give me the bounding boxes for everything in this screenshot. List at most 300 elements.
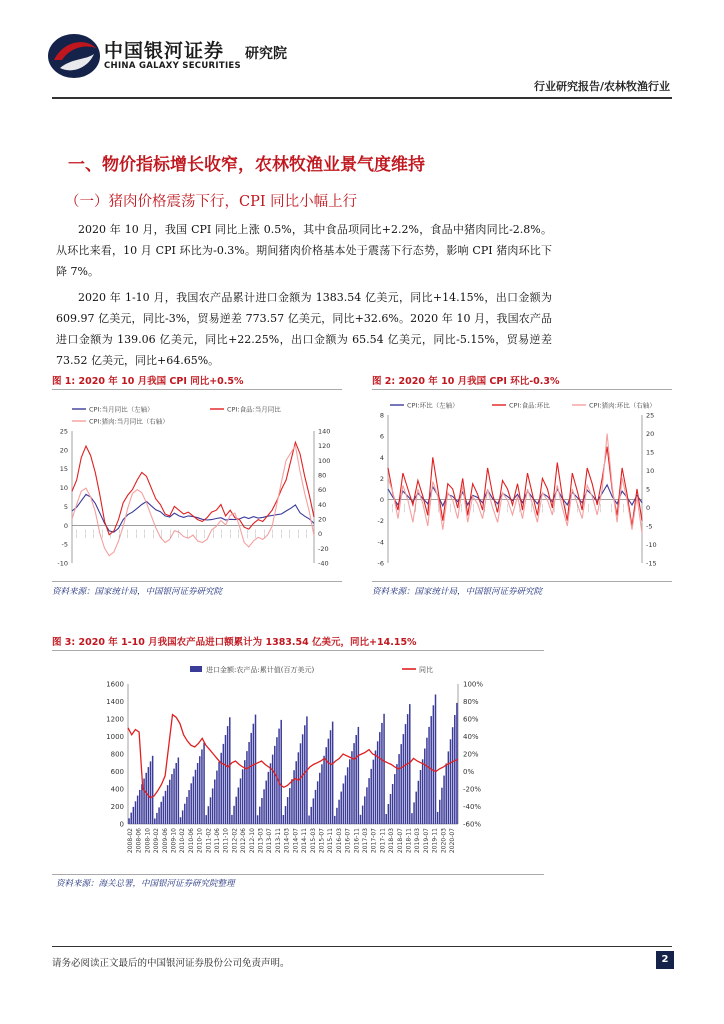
bar (373, 760, 375, 824)
bar (443, 776, 445, 824)
bar (265, 781, 267, 824)
figure-1-source: 资料来源：国家统计局，中国银河证券研究院 (52, 587, 223, 597)
bar (351, 751, 353, 824)
y-right-tick-label: -20 (318, 544, 329, 553)
x-tick-label: 2012-06 (240, 828, 248, 854)
y-left-tick-label: -5 (61, 540, 68, 549)
bar (223, 744, 225, 824)
bar (330, 730, 332, 824)
y-left-tick-label: 10 (59, 484, 68, 493)
x-tick-label: 2009-10 (170, 828, 178, 854)
bar (437, 812, 439, 824)
x-tick-mark: —— (598, 503, 604, 513)
y-left-tick-label: 1200 (106, 715, 124, 724)
bar (398, 754, 400, 824)
section-title: 一、物价指标增长收窄，农林牧渔业景气度维持 (68, 155, 425, 175)
x-tick-label: 2011-10 (222, 828, 230, 854)
legend-entry: 同比 (419, 666, 433, 674)
bar (156, 813, 158, 824)
x-tick-label: 2009-02 (153, 828, 161, 854)
figure-2-title: 图 2: 2020 年 10 月我国 CPI 环比-0.3% (372, 376, 560, 387)
bar (180, 817, 182, 824)
bar (128, 818, 130, 824)
y-left-tick-label: -6 (377, 559, 384, 568)
bar (133, 807, 135, 824)
bar (143, 779, 145, 825)
legend-entry: CPI:猪肉:当月同比（右轴） (89, 417, 169, 426)
y-right-tick-label: -20% (463, 785, 482, 794)
x-tick-label: 2011-06 (214, 828, 221, 854)
x-tick-mark: —— (92, 529, 97, 539)
y-right-tick-label: 40 (318, 500, 327, 509)
y-left-tick-label: 2 (379, 474, 384, 483)
bar (441, 788, 443, 824)
x-tick-mark: —— (126, 529, 132, 539)
bar (175, 763, 177, 824)
bar (278, 729, 280, 824)
bar (199, 756, 201, 824)
x-tick-mark: —— (460, 503, 466, 513)
bar (325, 747, 327, 824)
bar (165, 791, 167, 824)
y-right-tick-label: -40 (318, 559, 329, 568)
x-tick-mark: —— (288, 529, 293, 539)
bar (336, 808, 338, 824)
bar (242, 769, 244, 824)
bar (210, 797, 212, 824)
y-right-tick-label: 5 (646, 485, 651, 494)
x-tick-mark: —— (540, 503, 546, 513)
bar (403, 734, 405, 824)
bar (343, 784, 345, 825)
y-left-tick-label: 1000 (106, 733, 124, 741)
bar (214, 780, 216, 825)
x-tick-label: 2018-07 (396, 828, 404, 854)
y-right-tick-label: 120 (318, 442, 331, 451)
y-left-tick-label: 20 (59, 446, 68, 455)
y-right-tick-label: 40% (463, 733, 479, 741)
x-tick-mark: —— (253, 529, 259, 539)
x-tick-mark: —— (194, 529, 200, 539)
x-tick-label: 2016-11 (353, 828, 361, 854)
x-tick-label: 2014-07 (292, 828, 300, 854)
x-tick-mark: —— (211, 529, 217, 539)
bar (364, 796, 366, 824)
subsection-title: （一）猪肉价格震荡下行，CPI 同比小幅上行 (65, 194, 358, 210)
y-left-tick-label: 15 (59, 465, 68, 474)
x-tick-mark: —— (270, 529, 276, 539)
bar (323, 756, 325, 824)
bar (405, 724, 407, 824)
figure-2-source: 资料来源：国家统计局，中国银河证券研究院 (372, 587, 543, 597)
bar (448, 751, 450, 824)
bar (310, 807, 312, 824)
bar (169, 780, 171, 824)
y-right-tick-label: -40% (463, 803, 482, 811)
bar (268, 772, 270, 824)
bar (452, 727, 454, 824)
y-left-tick-label: -2 (377, 517, 384, 526)
bar (235, 797, 237, 824)
y-right-tick-label: -10 (646, 541, 657, 549)
y-left-tick-label: 6 (379, 432, 384, 441)
bar (216, 771, 218, 824)
figure-3-source: 资料来源：海关总署，中国银河证券研究院整理 (56, 879, 235, 889)
x-tick-mark: —— (529, 503, 535, 513)
x-tick-mark: —— (402, 503, 408, 513)
bar (250, 733, 252, 824)
bar (375, 751, 377, 825)
bar (424, 749, 426, 825)
bar (347, 767, 349, 824)
bar (135, 801, 137, 824)
bar (413, 802, 415, 824)
bar (255, 715, 257, 824)
bar (141, 784, 143, 824)
bar (379, 732, 381, 824)
bar (454, 715, 456, 824)
bar (197, 763, 199, 824)
y-left-tick-label: 200 (110, 803, 124, 811)
bar (227, 726, 229, 824)
bar (308, 816, 310, 825)
bar (388, 804, 390, 824)
paragraph-cpi (56, 219, 552, 282)
bar (366, 787, 368, 824)
bar (270, 763, 272, 824)
bar (145, 773, 147, 824)
x-tick-label: 2013-03 (257, 828, 265, 854)
bar (383, 714, 385, 824)
bar (394, 774, 396, 824)
y-left-tick-label: 1600 (106, 680, 124, 689)
x-tick-label: 2020-07 (449, 828, 456, 854)
bar (167, 785, 169, 824)
x-tick-mark: —— (151, 529, 157, 539)
bar (193, 777, 195, 825)
cpi-mom-chart (372, 395, 672, 580)
bar (195, 770, 197, 824)
bar (150, 761, 152, 824)
bar (368, 778, 370, 824)
x-tick-label: 2017-07 (370, 828, 378, 854)
y-left-tick-label: 400 (110, 785, 124, 794)
bar (298, 752, 300, 824)
y-right-tick-label: -5 (646, 522, 653, 531)
bar (283, 815, 285, 824)
x-tick-mark: —— (448, 503, 454, 513)
legend-entry: CPI:食品:当月同比 (227, 405, 281, 414)
x-tick-mark: —— (219, 529, 225, 539)
y-left-tick-label: 8 (379, 411, 384, 420)
x-tick-mark: —— (75, 529, 80, 539)
bar (456, 703, 458, 824)
x-tick-label: 2017-03 (362, 828, 369, 854)
bar (246, 751, 248, 824)
bar (218, 762, 220, 824)
bar (295, 761, 297, 824)
bar (353, 743, 355, 824)
y-left-tick-label: 0 (63, 521, 68, 530)
bar (340, 792, 342, 824)
x-tick-label: 2010-06 (187, 828, 195, 854)
bar (272, 755, 274, 824)
bar (205, 815, 207, 824)
bar (433, 705, 435, 824)
bar (158, 807, 160, 824)
bar (411, 813, 413, 824)
x-tick-label: 2010-02 (179, 828, 187, 854)
paragraph-text: 2020 年 1-10 月，我国农产品累计进口金额为 1383.54 亿美元，同比+14.15%，出口金额为 609.97 亿美元，同比-3%，贸易逆差 773.57 亿美元，同比+32.6%。2020 年 10 月，我国农产品进口金额为 139.06 亿美元，同比+22.25%，出口金额为 65.54 亿美元，同比-5.15%，贸易逆差 73.52 亿美元，同比+64.65%。 (56, 291, 552, 367)
x-tick-mark: —— (610, 503, 615, 513)
bar (291, 779, 293, 824)
bar (139, 790, 141, 824)
bar (240, 778, 242, 824)
bar (370, 769, 372, 824)
x-tick-label: 2008-10 (144, 828, 152, 854)
figure-1-title: 图 1: 2020 年 10 月我国 CPI 同比+0.5% (52, 376, 244, 387)
y-left-tick-label: 0 (119, 820, 124, 829)
bar (313, 798, 315, 824)
x-tick-label: 2008-02 (127, 828, 134, 854)
x-tick-label: 2019-11 (431, 828, 439, 854)
y-left-tick-label: -4 (377, 538, 384, 547)
x-tick-mark: —— (494, 503, 500, 513)
x-tick-label: 2014-11 (301, 828, 309, 854)
x-tick-label: 2014-03 (283, 828, 291, 854)
cpi-yoy-chart (52, 395, 342, 580)
bar (160, 802, 162, 824)
bar (407, 714, 409, 824)
x-tick-label: 2015-11 (327, 828, 335, 854)
bar (259, 807, 261, 824)
legend-swatch (190, 666, 202, 672)
legend-entry: 进口金额:农产品:累计值(百万美元) (206, 666, 315, 674)
bar (418, 781, 420, 824)
bar (439, 800, 441, 824)
figure-1-bottom-rule (52, 581, 342, 582)
y-left-tick-label: 25 (59, 427, 68, 436)
bar (263, 789, 265, 824)
y-right-tick-label: 10 (646, 467, 655, 475)
bar (385, 814, 387, 824)
y-left-tick-label: 600 (110, 768, 124, 776)
institute-label: 研究院 (245, 46, 287, 62)
figure-3-title: 图 3: 2020 年 1-10 月我国农产品进口额累计为 1383.54 亿美元，同比+14.15% (52, 637, 417, 648)
y-left-tick-label: 4 (379, 453, 384, 462)
bar (381, 723, 383, 824)
bar (345, 775, 347, 824)
bar (257, 815, 259, 824)
y-right-tick-label: 0 (646, 504, 651, 512)
x-tick-label: 2015-07 (318, 828, 326, 854)
bar (248, 742, 250, 824)
report-category: 行业研究报告/农林牧渔行业 (533, 80, 670, 93)
x-tick-label: 2013-07 (266, 828, 274, 854)
x-tick-label: 2015-03 (309, 828, 317, 854)
y-right-tick-label: 100% (463, 680, 484, 689)
legend-entry: CPI:猪肉:环比（右轴） (589, 401, 656, 410)
bar (163, 796, 165, 824)
bar (203, 743, 205, 824)
y-right-tick-label: 140 (318, 427, 331, 436)
x-tick-label: 2020-03 (440, 828, 448, 854)
x-tick-mark: —— (245, 529, 251, 539)
figure-1-rule (52, 389, 342, 390)
x-tick-label: 2018-11 (405, 828, 413, 854)
x-tick-mark: —— (160, 529, 166, 539)
y-right-tick-label: 25 (646, 411, 655, 420)
bar (445, 764, 447, 825)
bar (154, 819, 156, 825)
x-tick-mark: —— (563, 503, 569, 513)
x-tick-mark: —— (185, 529, 191, 539)
series-line-2 (388, 447, 642, 526)
series-line-2 (72, 442, 314, 534)
figure-3-rule (52, 650, 544, 651)
bar (171, 774, 173, 824)
x-tick-mark: —— (262, 529, 268, 539)
page-number: 2 (656, 951, 674, 969)
x-tick-mark: —— (425, 503, 431, 513)
figure-2-rule (372, 389, 672, 390)
bar (231, 815, 233, 824)
x-tick-mark: —— (575, 503, 581, 513)
bar (392, 784, 394, 824)
y-left-tick-label: 1400 (106, 698, 124, 706)
bar (188, 790, 190, 824)
x-tick-mark: —— (437, 503, 443, 513)
y-right-tick-label: 60% (463, 715, 479, 724)
x-tick-mark: —— (202, 529, 208, 539)
company-name-cn: 中国银河证券 (104, 40, 225, 62)
legend-entry: CPI:食品:环比 (509, 401, 550, 410)
bar (360, 815, 362, 824)
y-right-tick-label: 80% (463, 698, 479, 706)
paragraph-text: 2020 年 10 月，我国 CPI 同比上涨 0.5%，其中食品项同比+2.2%，食品中猪肉同比-2.8%。从环比来看，10 月 CPI 环比为-0.3%。期间猪肉价格基本处于震荡下行态势，影响 CPI 猪肉环比下降 7%。 (56, 223, 552, 278)
x-tick-label: 2017-11 (379, 828, 387, 854)
x-tick-mark: —— (483, 503, 489, 513)
bar (349, 759, 351, 824)
x-tick-mark: —— (143, 529, 149, 539)
bar (212, 788, 214, 824)
x-tick-mark: —— (506, 503, 512, 513)
y-left-tick-label: -10 (57, 559, 68, 568)
bar (426, 738, 428, 824)
x-tick-mark: —— (621, 503, 627, 513)
x-tick-label: 2008-06 (135, 828, 143, 854)
y-right-tick-label: 0 (318, 530, 323, 539)
y-left-tick-label: 5 (63, 502, 68, 511)
bar (182, 810, 184, 824)
y-right-tick-label: 20% (463, 750, 479, 759)
x-tick-label: 2012-10 (248, 828, 256, 854)
x-tick-mark: —— (305, 529, 310, 539)
y-right-tick-label: 100 (318, 456, 331, 465)
legend-entry: CPI:环比（左轴） (407, 401, 459, 410)
bar (173, 769, 175, 824)
header-rule (52, 97, 672, 99)
y-right-tick-label: 60 (318, 486, 327, 495)
bar (233, 806, 235, 824)
bar (238, 788, 240, 825)
bar (338, 800, 340, 824)
x-tick-label: 2016-03 (335, 828, 343, 854)
x-tick-label: 2013-11 (274, 828, 282, 854)
bar (332, 722, 334, 824)
x-tick-mark: —— (100, 529, 106, 539)
bar (178, 758, 180, 825)
y-left-tick-label: 0 (379, 496, 384, 505)
bar (276, 737, 278, 824)
y-right-tick-label: 20 (646, 430, 655, 438)
figure-2-bottom-rule (372, 581, 672, 582)
bar (201, 749, 203, 824)
bar (287, 797, 289, 824)
bar (261, 798, 263, 824)
bar (321, 764, 323, 824)
bar (225, 735, 227, 824)
disclaimer-note: 请务必阅读正文最后的中国银河证券股份公司免责声明。 (52, 958, 290, 969)
bar (280, 720, 282, 824)
bar (208, 806, 210, 824)
y-right-tick-label: 0% (463, 768, 475, 776)
x-tick-mark: —— (471, 503, 477, 513)
x-tick-mark: —— (117, 529, 123, 539)
bar (184, 804, 186, 824)
bar (274, 746, 276, 824)
y-right-tick-label: 20 (318, 515, 327, 524)
x-tick-label: 2009-06 (161, 828, 169, 854)
bar (302, 734, 304, 824)
bar (422, 759, 424, 824)
bar (355, 735, 357, 824)
figure-3-bottom-rule (52, 874, 544, 875)
footer-rule (52, 946, 672, 947)
bar (319, 773, 321, 824)
x-tick-mark: —— (134, 529, 140, 539)
bar (304, 725, 306, 824)
bar (315, 790, 317, 824)
x-tick-mark: —— (552, 503, 558, 513)
galaxy-logo-icon (46, 30, 102, 82)
x-tick-mark: —— (517, 503, 523, 513)
bar (390, 794, 392, 824)
x-tick-label: 2019-07 (422, 828, 430, 854)
bar (334, 816, 336, 824)
legend-entry: CPI:当月同比（左轴） (89, 405, 154, 414)
bar (400, 744, 402, 824)
x-tick-label: 2018-03 (388, 828, 396, 854)
x-tick-mark: —— (177, 529, 183, 539)
bar (229, 717, 231, 824)
bar (289, 788, 291, 824)
bar (190, 783, 192, 824)
bar (377, 741, 379, 824)
x-tick-mark: —— (236, 529, 242, 539)
bar (415, 792, 417, 824)
bar (450, 739, 452, 824)
x-tick-label: 2016-07 (344, 828, 352, 854)
bar (420, 770, 422, 824)
x-tick-mark: —— (391, 503, 396, 513)
x-tick-mark: —— (168, 529, 174, 539)
paragraph-trade (56, 287, 552, 371)
bar (317, 781, 319, 824)
bar (285, 806, 287, 824)
y-right-tick-label: 80 (318, 471, 327, 480)
bar (396, 764, 398, 824)
